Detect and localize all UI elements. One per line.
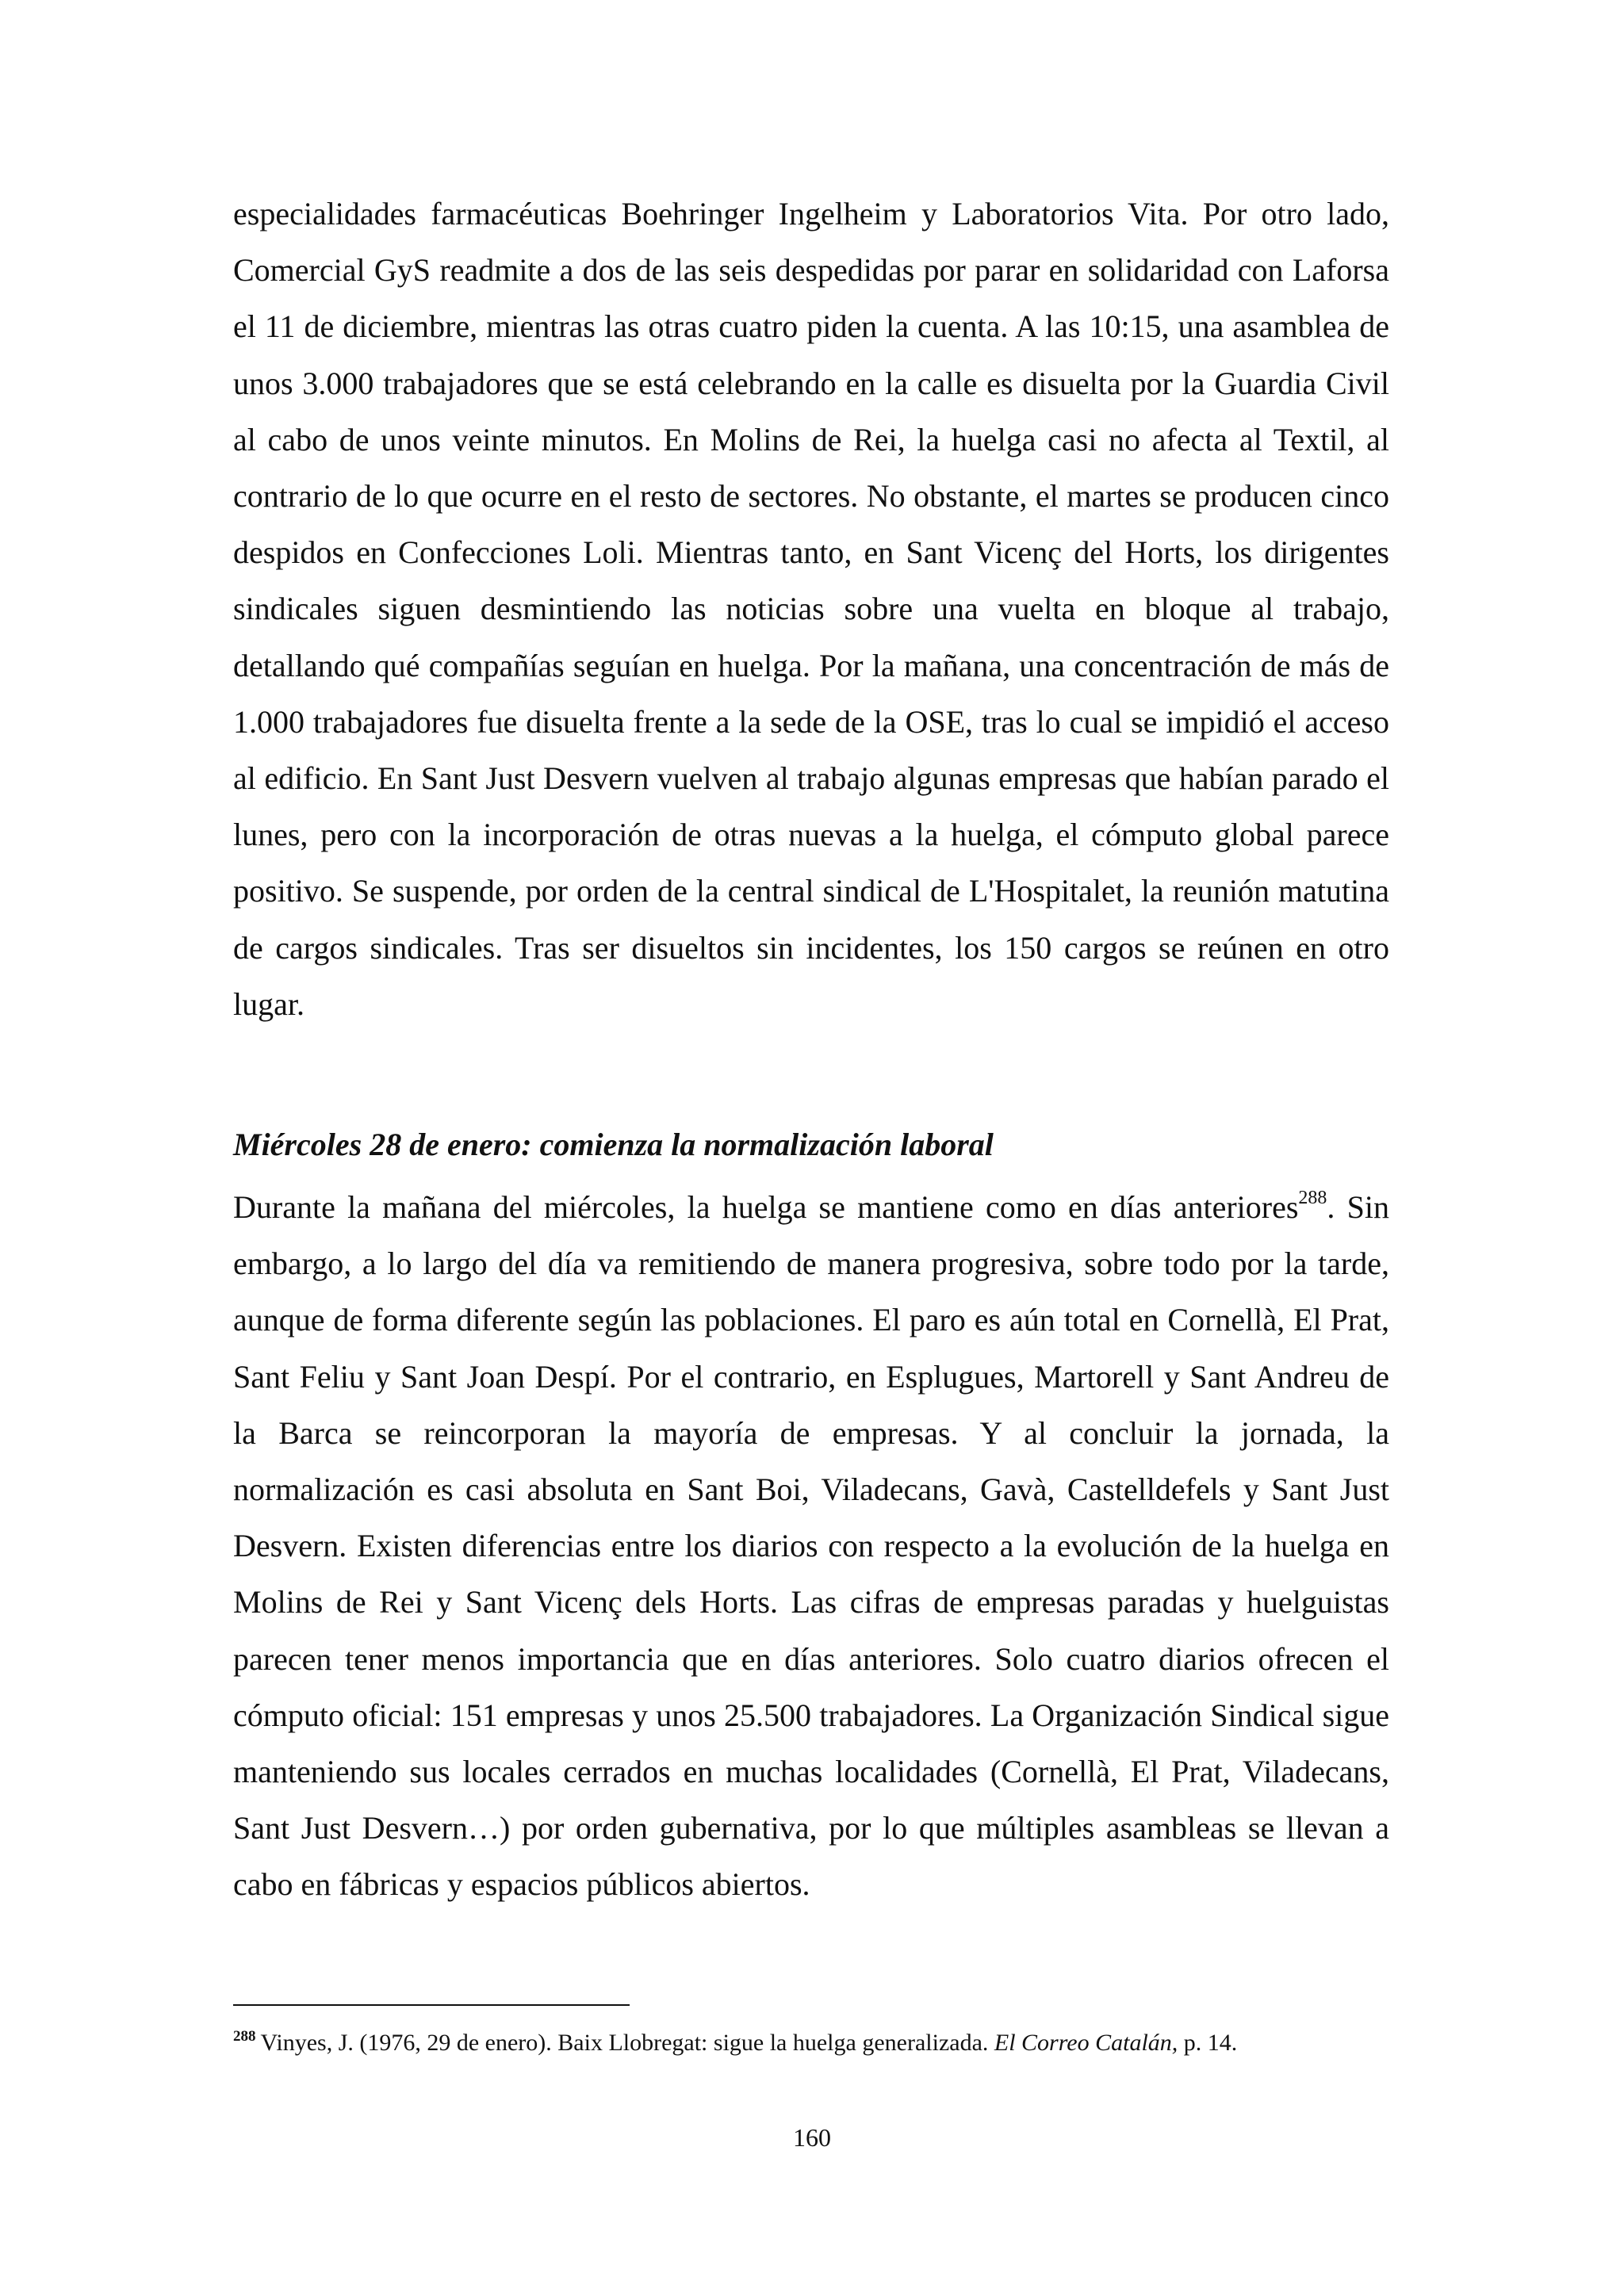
body-paragraph — [233, 1179, 1389, 1913]
footnote-text: p. 14. — [1178, 2030, 1238, 2056]
section-heading: Miércoles 28 de enero: comienza la normalización laboral — [233, 1127, 994, 1162]
footnote-source-title: El Correo Catalán, — [994, 2030, 1178, 2056]
body-paragraph: especialidades farmacéuticas Boehringer Ingelheim y Laboratorios Vita. Por otro lado, Comercial GyS readmite a dos de las seis despedidas por parar en solidaridad con Laforsa el 11 de diciembre, mientras las otras cuatro piden la cuenta. A las 10:15, una asamblea de unos 3.000 trabajadores que se está celebrando en la calle es disuelta por la Guardia Civil al cabo de unos veinte minutos. En Molins de Rei, la huelga casi no afecta al Textil, al contrario de lo que ocurre en el resto de sectores. No obstante, el martes se producen cinco despidos en Confecciones Loli. Mientras tanto, en Sant Vicenç del Horts, los dirigentes sindicales siguen desmintiendo las noticias sobre una vuelta en bloque al trabajo, detallando qué compañías seguían en huelga. Por la mañana, una concentración de más de 1.000 trabajadores fue disuelta frente a la sede de la OSE, tras lo cual se impidió el acceso al edificio. En Sant Just Desvern vuelven al trabajo algunas empresas que habían parado el lunes, pero con la incorporación de otras nuevas a la huelga, el cómputo global parece positivo. Se suspende, por orden de la central sindical de L'Hospitalet, la reunión matutina de cargos sindicales. Tras ser disueltos sin incidentes, los 150 cargos se reúnen en otro lugar. — [233, 196, 1389, 1022]
footnote-separator — [233, 2004, 630, 2006]
footnote-text: Vinyes, J. (1976, 29 de enero). Baix Llobregat: sigue la huelga generalizada. — [260, 2030, 994, 2056]
paragraph-text: . Sin embargo, a lo largo del día va remitiendo de manera progresiva, sobre todo por la tarde, aunque de forma diferente según las poblaciones. El paro es aún total en Cornellà, El Prat, Sant Feliu y Sant Joan Despí. Por el contrario, en Esplugues, Martorell y Sant Andreu de la Barca se reincorporan la mayoría de empresas. Y al concluir la jornada, la normalización es casi absoluta en Sant Boi, Viladecans, Gavà, Castelldefels y Sant Just Desvern. Existen diferencias entre los diarios con respecto a la evolución de la huelga en Molins de Rei y Sant Vicenç dels Horts. Las cifras de empresas paradas y huelguistas parecen tener menos importancia que en días anteriores. Solo cuatro diarios ofrecen el cómputo oficial: 151 empresas y unos 25.500 trabajadores. La Organización Sindical sigue manteniendo sus locales cerrados en muchas localidades (Cornellà, El Prat, Viladecans, Sant Just Desvern…) por orden gubernativa, por lo que múltiples asambleas se llevan a cabo en fábricas y espacios públicos abiertos. — [233, 1189, 1389, 1903]
footnote-number: 288 — [233, 2028, 256, 2045]
footnote-reference[interactable]: 288 — [1298, 1187, 1327, 1208]
footnote — [233, 2027, 1389, 2061]
paragraph-text: Durante la mañana del miércoles, la huelga se mantiene como en días anteriores — [233, 1189, 1299, 1225]
page-number: 160 — [793, 2123, 831, 2152]
